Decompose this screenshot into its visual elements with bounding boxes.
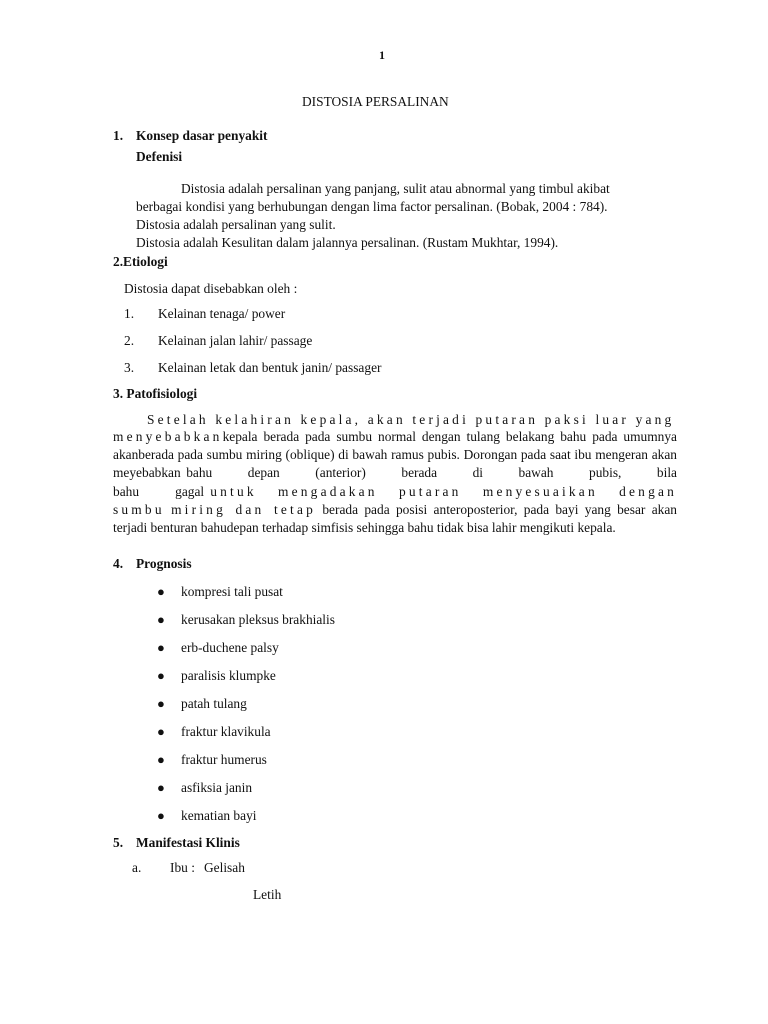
bullet-icon: ● <box>157 724 165 739</box>
prognosis-item: asfiksia janin <box>181 780 253 795</box>
etiologi-item-text: Kelainan jalan lahir/ passage <box>158 333 313 348</box>
prognosis-item: kompresi tali pusat <box>181 584 283 599</box>
prognosis-item: erb-duchene palsy <box>181 640 279 655</box>
etiologi-item-text: Kelainan tenaga/ power <box>158 306 286 321</box>
manifestasi-label: Ibu : <box>170 860 195 875</box>
page-title: DISTOSIA PERSALINAN <box>302 94 449 109</box>
bullet-icon: ● <box>157 584 165 599</box>
bullet-icon: ● <box>157 640 165 655</box>
section4-heading: Prognosis <box>136 556 192 571</box>
prognosis-item: kematian bayi <box>181 808 257 823</box>
section5-heading: Manifestasi Klinis <box>136 835 240 850</box>
prognosis-item: patah tulang <box>181 696 247 711</box>
etiologi-item-number: 2. <box>124 333 135 348</box>
paragraph-text: berada pada posisi anteroposterior, pada bayi yang besar akan terjadi benturan bahudepan terhadap simfisis sehingga bahu tidak bisa lahir mengikuti kepala. <box>113 501 677 536</box>
paragraph-text: bahu depan (anterior) berada di bawah pubis, bila bahu gagal <box>113 465 677 499</box>
bullet-icon: ● <box>157 808 165 823</box>
symptom-item: Gelisah <box>204 860 245 875</box>
bullet-icon: ● <box>157 668 165 683</box>
prognosis-item: kerusakan pleksus brakhialis <box>181 612 335 627</box>
spaced-phrase: menyebabkan <box>113 429 223 444</box>
section3-heading: 3. Patofisiologi <box>113 386 198 401</box>
definition-line-3: Distosia adalah persalinan yang sulit. <box>136 217 336 232</box>
definition-line-4: Distosia adalah Kesulitan dalam jalannya persalinan. (Rustam Mukhtar, 1994). <box>136 235 559 250</box>
etiologi-item-text: Kelainan letak dan bentuk janin/ passager <box>158 360 382 375</box>
page-number: 1 <box>379 48 385 62</box>
bullet-icon: ● <box>157 752 165 767</box>
definition-line-1: Distosia adalah persalinan yang panjang, sulit atau abnormal yang timbul akibat <box>181 181 610 196</box>
etiologi-item-number: 3. <box>124 360 135 375</box>
manifestasi-letter: a. <box>132 860 142 875</box>
section1-heading: Konsep dasar penyakit <box>136 128 268 143</box>
symptom-item: Letih <box>253 887 282 902</box>
bullet-icon: ● <box>157 612 165 627</box>
patofisiologi-paragraph <box>113 428 677 537</box>
prognosis-item: paralisis klumpke <box>181 668 276 683</box>
spaced-phrase: miring dan tetap <box>171 501 316 517</box>
definition-line-2: berbagai kondisi yang berhubungan dengan lima factor persalinan. (Bobak, 2004 : 784). <box>136 199 608 214</box>
section4-number: 4. <box>113 556 124 571</box>
section1-number: 1. <box>113 128 124 143</box>
section1-subheading: Defenisi <box>136 149 183 164</box>
patofisiologi-first-line: Setelah kelahiran kepala, akan terjadi putaran paksi luar yang <box>147 412 675 427</box>
bullet-icon: ● <box>157 696 165 711</box>
prognosis-item: fraktur humerus <box>181 752 267 767</box>
bullet-icon: ● <box>157 780 165 795</box>
spaced-phrase: untuk mengadakan putaran menyesuaikan dengan sumbu <box>113 483 677 517</box>
etiologi-item-number: 1. <box>124 306 135 321</box>
section2-heading: 2.Etiologi <box>113 254 168 269</box>
section5-number: 5. <box>113 835 124 850</box>
prognosis-item: fraktur klavikula <box>181 724 271 739</box>
etiologi-intro: Distosia dapat disebabkan oleh : <box>124 281 298 296</box>
paragraph-text: kepala berada pada sumbu normal dengan tulang belakang bahu pada umumnya akanberada pada sumbu miring (oblique) di bawah ramus pubis. Dorongan pada saat ibu mengeran akan meyebabkan <box>113 429 677 481</box>
